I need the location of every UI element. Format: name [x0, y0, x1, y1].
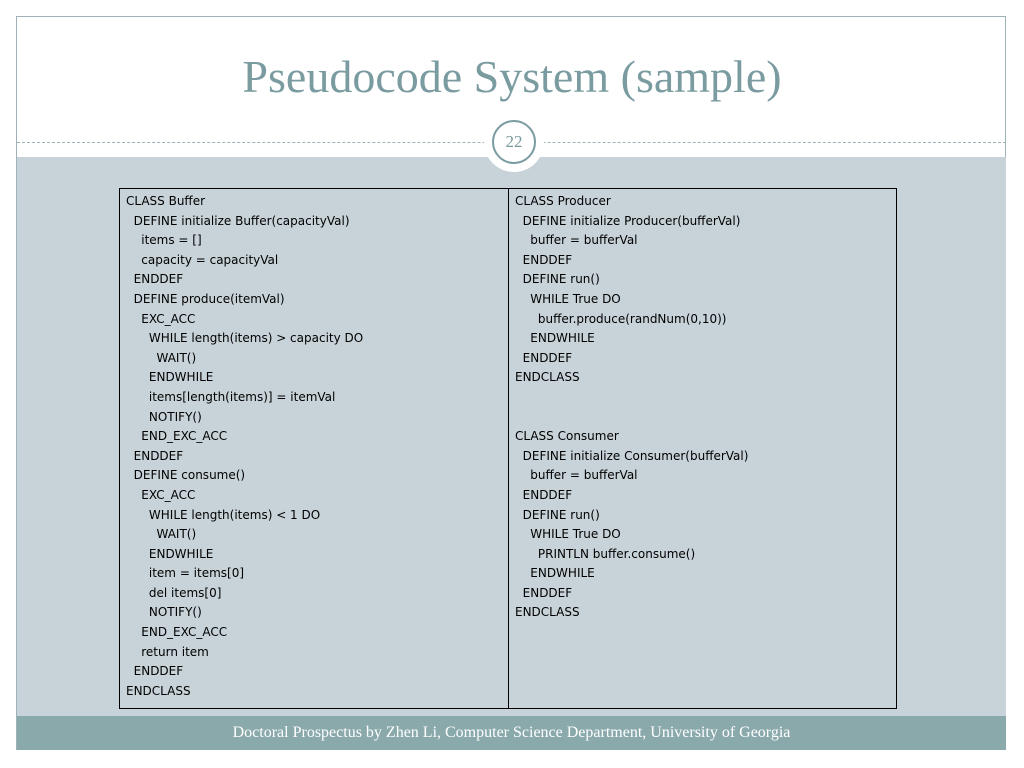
code-line: END_EXC_ACC [126, 625, 228, 640]
code-line: NOTIFY() [126, 605, 202, 620]
code-line: WAIT() [126, 350, 197, 365]
code-line: END_EXC_ACC [126, 429, 228, 444]
code-line: ENDWHILE [126, 370, 214, 385]
code-line: DEFINE consume() [126, 468, 246, 483]
code-line: DEFINE produce(itemVal) [126, 291, 285, 306]
code-line: WAIT() [126, 527, 197, 542]
code-line: return item [126, 644, 209, 659]
code-line: items[length(items)] = itemVal [126, 389, 336, 404]
code-line: ENDWHILE [515, 566, 595, 581]
code-line: item = items[0] [126, 566, 245, 581]
code-line: ENDDEF [515, 487, 573, 502]
buffer-class-column [120, 189, 509, 708]
code-line: ENDDEF [515, 350, 573, 365]
code-line: ENDDEF [126, 272, 184, 287]
code-line: ENDDEF [515, 252, 573, 267]
code-line: EXC_ACC [126, 487, 196, 502]
code-line: DEFINE initialize Producer(bufferVal) [515, 213, 741, 228]
slide-title: Pseudocode System (sample) [242, 51, 782, 102]
footer-bar [17, 716, 1006, 750]
code-line: capacity = capacityVal [126, 252, 279, 267]
code-line [515, 388, 896, 408]
code-line: items = [] [126, 233, 202, 248]
code-line: ENDDEF [515, 585, 573, 600]
producer-consumer-column [509, 189, 896, 708]
footer-text: Doctoral Prospectus by Zhen Li, Computer Science Department, University of Georgia [232, 724, 791, 741]
code-line [515, 408, 896, 428]
code-line: ENDDEF [126, 664, 184, 679]
code-line: CLASS Buffer [126, 194, 206, 208]
code-line: buffer.produce(randNum(0,10)) [515, 311, 727, 326]
code-line: WHILE True DO [515, 527, 621, 542]
code-line: ENDWHILE [515, 331, 595, 346]
code-line: CLASS Consumer [515, 429, 619, 444]
code-line: ENDCLASS [126, 683, 191, 698]
code-line: ENDDEF [126, 448, 184, 463]
code-line: ENDWHILE [126, 546, 214, 561]
code-line: PRINTLN buffer.consume() [515, 546, 696, 561]
code-line: ENDCLASS [515, 605, 580, 620]
code-line: WHILE True DO [515, 291, 621, 306]
code-line: CLASS Producer [515, 194, 611, 208]
pseudocode-table [119, 188, 897, 709]
code-line: WHILE length(items) < 1 DO [126, 507, 321, 522]
code-line: DEFINE run() [515, 272, 600, 287]
code-line: DEFINE initialize Buffer(capacityVal) [126, 213, 350, 228]
page-number: 22 [492, 120, 536, 164]
code-line: NOTIFY() [126, 409, 202, 424]
code-line: EXC_ACC [126, 311, 196, 326]
code-line: WHILE length(items) > capacity DO [126, 331, 364, 346]
code-line: buffer = bufferVal [515, 468, 638, 483]
code-line: del items[0] [126, 585, 222, 600]
code-line: buffer = bufferVal [515, 233, 638, 248]
page-number-badge [484, 112, 544, 172]
code-line: DEFINE run() [515, 507, 600, 522]
code-line: DEFINE initialize Consumer(bufferVal) [515, 448, 749, 463]
code-line: ENDCLASS [515, 370, 580, 385]
